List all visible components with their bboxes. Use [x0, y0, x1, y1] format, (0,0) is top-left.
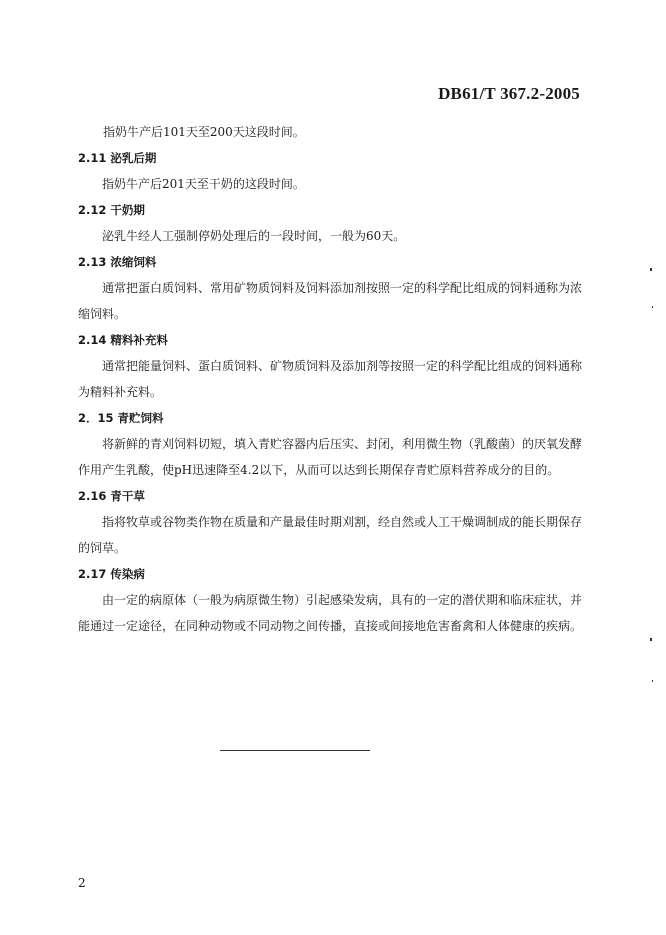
page-number: 2 [78, 876, 86, 890]
section-heading-2-17: 2.17 传染病 [78, 567, 145, 581]
paragraph-2-17: 由一定的病原体（一般为病原微生物）引起感染发病，具有的一定的潜伏期和临床症状，并能通过一定途径，在同种动物或不同动物之间传播，直接或间接地危害畜禽和人体健康的疾病。 [78, 593, 583, 633]
scan-speck-mark [650, 268, 652, 271]
paragraph-2-12: 泌乳牛经人工强制停奶处理后的一段时间，一般为60天。 [102, 229, 406, 243]
section-heading-2-13: 2.13 浓缩饲料 [78, 255, 157, 269]
document-body [78, 119, 584, 639]
scan-speck-mark [650, 638, 652, 641]
scan-speck-mark [652, 680, 653, 682]
paragraph-2-10-continued: 指奶牛产后101天至200天这段时间。 [103, 125, 305, 139]
section-heading-2-16: 2.16 青干草 [78, 489, 145, 503]
section-heading-2-12: 2.12 干奶期 [78, 203, 145, 217]
paragraph-2-16: 指将牧草或谷物类作物在质量和产量最佳时期刈割，经自然或人工干燥调制成的能长期保存的饲草。 [78, 515, 583, 555]
end-rule [220, 750, 370, 751]
standard-code: DB61/T 367.2-2005 [438, 84, 580, 103]
section-heading-2-11: 2.11 泌乳后期 [78, 151, 157, 165]
paragraph-2-15: 将新鲜的青刈饲料切短，填入青贮容器内后压实、封闭，利用微生物（乳酸菌）的厌氧发酵作用产生乳酸，使pH迅速降至4.2以下，从而可以达到长期保存青贮原料营养成分的目的。 [78, 437, 583, 477]
section-heading-2-14: 2.14 精料补充料 [78, 333, 168, 347]
paragraph-2-14: 通常把能量饲料、蛋白质饲料、矿物质饲料及添加剂等按照一定的科学配比组成的饲料通称为精料补充料。 [78, 359, 583, 399]
paragraph-2-11: 指奶牛产后201天至干奶的这段时间。 [102, 177, 305, 191]
section-heading-2-15: 2．15 青贮饲料 [78, 411, 164, 425]
scan-speck-mark [652, 306, 653, 308]
paragraph-2-13: 通常把蛋白质饲料、常用矿物质饲料及饲料添加剂按照一定的科学配比组成的饲料通称为浓缩饲料。 [78, 281, 583, 321]
